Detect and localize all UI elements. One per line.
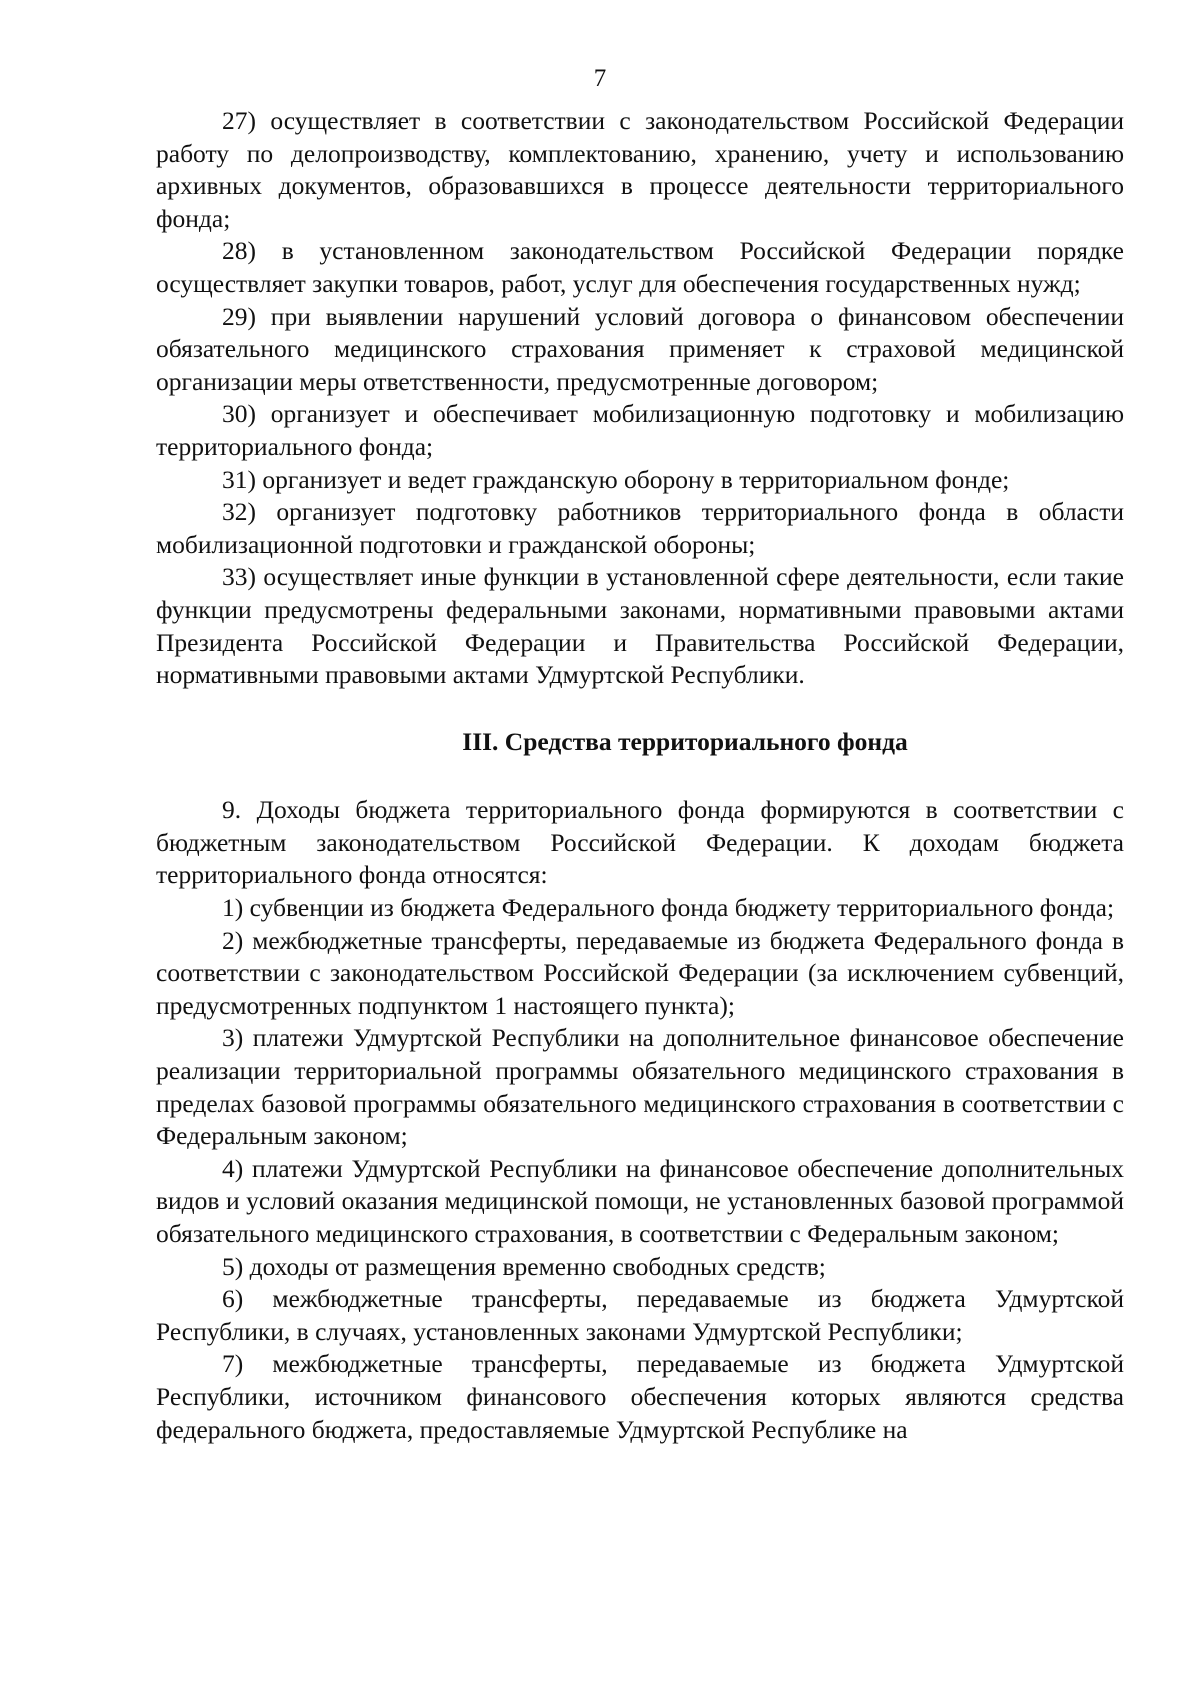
paragraph-item-31: 31) организует и ведет гражданскую оборону в территориальном фонде;	[222, 464, 1010, 494]
paragraph-item-30: 30) организует и обеспечивает мобилизационную подготовку и мобилизацию территориального фонда;	[156, 399, 1124, 461]
paragraph-subitem-1: 1) субвенции из бюджета Федерального фонда бюджету территориального фонда;	[222, 893, 1115, 923]
paragraph-subitem-6: 6) межбюджетные трансферты, передаваемые из бюджета Удмуртской Республики, в случаях, установленных законами Удмуртской Республики;	[156, 1284, 1124, 1346]
heading-spacer	[156, 758, 1124, 794]
paragraph-item-32: 32) организует подготовку работников территориального фонда в области мобилизационной подготовки и гражданской обороны;	[156, 497, 1124, 559]
paragraph-subitem-4: 4) платежи Удмуртской Республики на финансовое обеспечение дополнительных видов и условий оказания медицинской помощи, не установленных базовой программой обязательного медицинского страхования, в соответствии с Федеральным законом;	[156, 1153, 1124, 1248]
document-body	[156, 105, 1124, 1446]
paragraph-item-29: 29) при выявлении нарушений условий договора о финансовом обеспечении обязательного медицинского страхования применяет к страховой медицинской организации меры ответственности, предусмотренные договором;	[156, 301, 1124, 396]
paragraph-subitem-5: 5) доходы от размещения временно свободных средств;	[222, 1251, 826, 1281]
paragraph-subitem-7: 7) межбюджетные трансферты, передаваемые из бюджета Удмуртской Республики, источником финансового обеспечения которых являются средства федерального бюджета, предоставляемые Удмуртской Республике на	[156, 1349, 1124, 1444]
page-number: 7	[593, 65, 607, 92]
paragraph-subitem-2: 2) межбюджетные трансферты, передаваемые из бюджета Федерального фонда в соответствии с законодательством Российской Федерации (за исключением субвенций, предусмотренных подпунктом 1 настоящего пункта);	[156, 925, 1124, 1020]
paragraph-item-33: 33) осуществляет иные функции в установленной сфере деятельности, если такие функции предусмотрены федеральными законами, нормативными правовыми актами Президента Российской Федерации и Правительства Российской Федерации, нормативными правовыми актами Удмуртской Республики.	[156, 562, 1124, 690]
paragraph-clause-9: 9. Доходы бюджета территориального фонда формируются в соответствии с бюджетным законодательством Российской Федерации. К доходам бюджета территориального фонда относятся:	[156, 795, 1124, 890]
section-heading: III. Средства территориального фонда	[462, 726, 908, 756]
paragraph-item-27: 27) осуществляет в соответствии с законодательством Российской Федерации работу по делопроизводству, комплектованию, хранению, учету и использованию архивных документов, образовавшихся в процессе деятельности территориального фонда;	[156, 106, 1124, 233]
paragraph-subitem-3: 3) платежи Удмуртской Республики на дополнительное финансовое обеспечение реализации территориальной программы обязательного медицинского страхования в пределах базовой программы обязательного медицинского страхования в соответствии с Федеральным законом;	[156, 1023, 1124, 1151]
paragraph-item-28: 28) в установленном законодательством Российской Федерации порядке осуществляет закупки товаров, работ, услуг для обеспечения государственных нужд;	[156, 236, 1124, 298]
